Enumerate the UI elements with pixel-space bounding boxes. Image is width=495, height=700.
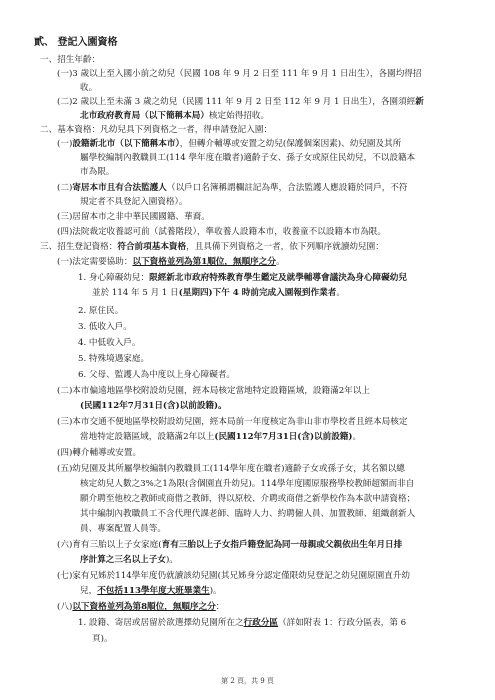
heading-age: 一、招生年齡： (40, 55, 101, 65)
list-item: 3. 低收入戶。 (78, 322, 132, 332)
text-line: (一)設籍新北市（以下簡稱本市），但轉介輔導或安置之幼兒(保護個案因素)、幼兒園及其所 (57, 139, 402, 149)
text-line: (七)家有兄姊於114學年度仍就讀該幼兒園(其兄姊身分認定僅限幼兒登記之幼兒園原園直升幼 (57, 571, 411, 581)
text-line: 1. 設籍、寄居或居留於欲選擇幼兒園所在之行政分區（詳如附表 1：行政分區表，第 6 (78, 618, 407, 628)
text-line: 當地特定設籍區域，設籍滿2年以上(民國112年7月31日(含)以前設籍)。 (80, 432, 362, 442)
text-line: 並於 114 年 5 月 1 日(星期四)下午 4 時前完成入園報到作業者。 (92, 288, 345, 298)
text-line: (三)居留本市之非中華民國國籍、華裔。 (57, 212, 210, 222)
text-line: (二)本市偏遠地區學校附設幼兒園，經本局核定當地特定設籍區域，設籍滿2年以上 (57, 386, 370, 396)
text-line: 收。 (80, 83, 98, 93)
heading-enrollment-qualification: 三、招生登記資格：符合前項基本資格，且具備下列資格之一者，依下列順序就讀幼兒園： (40, 242, 384, 252)
text-line: 其中編制內教職員工不含代理代課老師、臨時人力、約聘僱人員、加置教師、組織創新人 (80, 509, 416, 519)
text-line: (二)2 歲以上至未滿 3 歲之幼兒（民國 111 年 9 月 2 日至 112 年 9 月 1 日出生），各園須經新 (57, 97, 424, 107)
text-line: 頁)。 (92, 634, 113, 644)
text-line: 屬學校編制內教職員工(114 學年度在職者)適齡子女、孫子女或原住民幼兒，不以設籍本 (80, 153, 416, 163)
text-line: (一)3 歲以上至入國小前之幼兒（民國 108 年 9 月 2 日至 111 年 9 月 1 日出生），各園均得招 (57, 69, 422, 79)
list-item: 6. 父母、監護人為中度以上身心障礙者。 (78, 370, 236, 380)
page-number: 第 2 頁，共 9 頁 (221, 677, 274, 685)
text-line: (一)法定需要協助：以下資格並列為第1順位，無順序之分。 (57, 257, 285, 267)
section-title: 貳、 登記入園資格 (34, 37, 118, 48)
text-line: (五)幼兒園及其所屬學校編制內教職員工(114學年度在職者)適齡子女或孫子女，其名額以總 (57, 464, 405, 474)
text-line: 北市政府教育局（以下簡稱本局）核定始得招收。 (80, 111, 270, 121)
text-line: 規定者不具登記入園資格）。 (80, 197, 188, 207)
text-line: 員、專案配置人員等。 (80, 524, 166, 534)
text-line: (民國112年7月31日(含)以前設籍)。 (80, 401, 227, 411)
text-line: (八)以下資格並列為第8順位，無順序之分： (57, 602, 225, 612)
text-line: (二)寄居本市且有合法監護人（以戶口名簿稱謂欄註記為準，合法監護人應設籍於同戶，不符 (57, 183, 408, 193)
list-item: 5. 特殊境遇家庭。 (78, 354, 150, 364)
text-line: 核定幼兒人數之3%之1為限(含個園直升幼兒)。114學年度國原服務學校教師超額而非自 (80, 479, 415, 489)
text-line: 市為限。 (80, 167, 115, 177)
list-item: 4. 中低收入戶。 (78, 338, 141, 348)
heading-basic-qualification: 二、基本資格：凡幼兒具下列資格之一者，得申請登記入園： (40, 125, 273, 135)
text-line: 1. 身心障礙幼兒：限經新北市政府特殊教育學生鑑定及就學輔導會議決為身心障礙幼兒 (78, 273, 407, 283)
text-line: 兒，不包括113學年度大班畢業生)。 (80, 586, 222, 596)
text-line: 序計算之三名以上子女)。 (80, 555, 178, 565)
text-line: (四)轉介輔導或安置。 (57, 448, 142, 458)
text-line: (三)本市交通不便地區學校附設幼兒園，經本局前一年度核定為非山非市學校者且經本局核定 (57, 417, 408, 427)
list-item: 2. 原住民。 (78, 306, 124, 316)
text-line: (六)育有三胎以上子女家庭(育有三胎以上子女指戶籍登記為同一母親或父親依出生年月日排 (57, 540, 403, 550)
text-line: (四)法院裁定收養認可前（試養階段），準收養人設籍本市，收養童不以設籍本市為限。 (57, 227, 386, 237)
text-line: 願介聘至他校之教師或商借之教師，得以原校、介聘或商借之新學校作為本款申請資格； (80, 494, 416, 504)
